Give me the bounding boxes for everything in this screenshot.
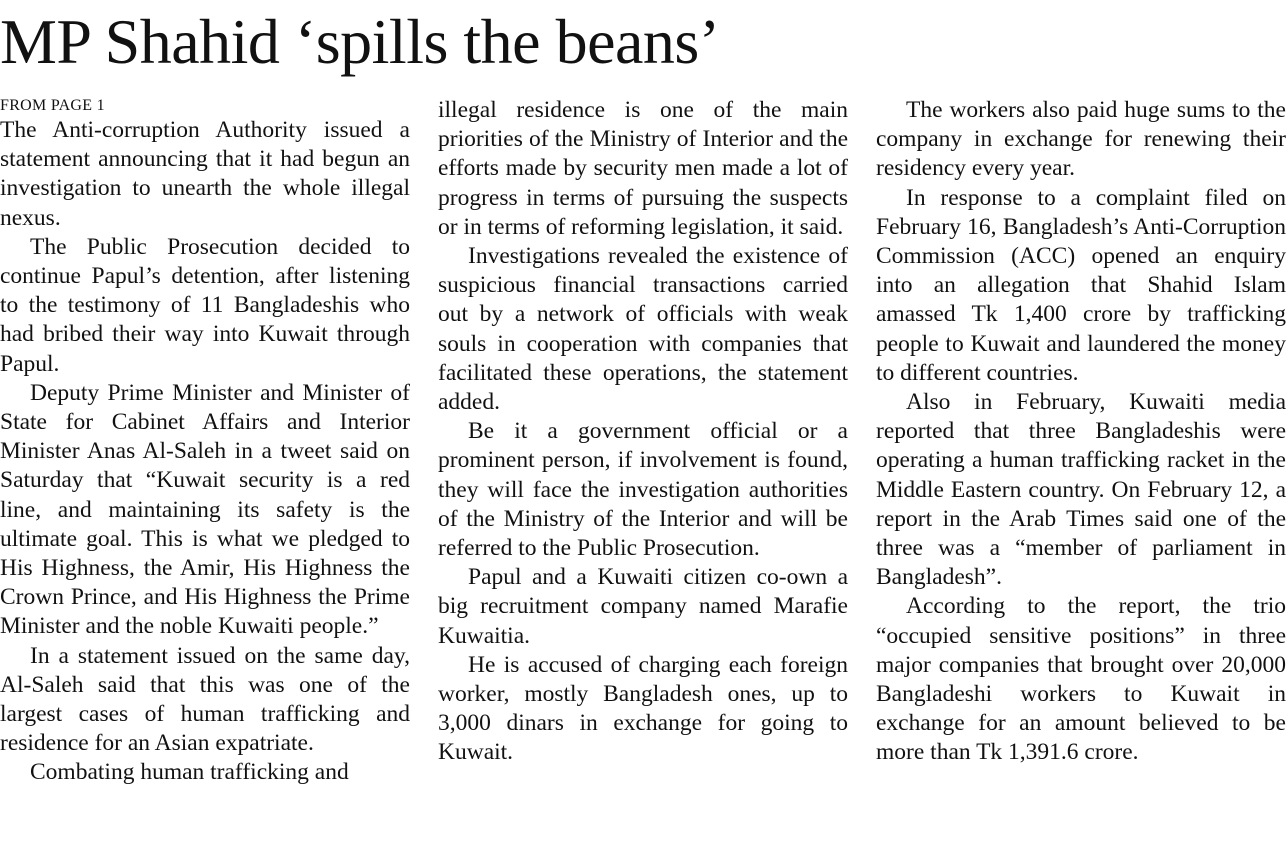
paragraph: illegal residence is one of the main priorities of the Ministry of Interior and the efforts made by security men made a lot of progress in terms of pursuing the suspects or in terms of reforming legislation, it said. xyxy=(438,97,848,240)
paragraph: Also in February, Kuwaiti media reported that three Bangladeshis were operating a human trafficking racket in the Middle Eastern country. On February 12, a report in the Arab Times said one of the three was a “member of parliament in Bangladesh”. xyxy=(876,389,1286,591)
paragraph: Papul and a Kuwaiti citizen co-own a big recruitment company named Marafie Kuwaitia. xyxy=(438,564,848,649)
article-column-3 xyxy=(876,96,1286,768)
paragraph: The Anti-corruption Authority issued a statement announcing that it had begun an investigation to unearth the whole illegal nexus. xyxy=(0,117,410,231)
paragraph: In response to a complaint filed on February 16, Bangladesh’s Anti-Corruption Commission (ACC) opened an enquiry into an allegation that Shahid Islam amassed Tk 1,400 crore by trafficking people to Kuwait and laundered the money to different countries. xyxy=(876,184,1286,386)
continued-from-label: FROM PAGE 1 xyxy=(0,97,105,114)
paragraph: Deputy Prime Minister and Minister of State for Cabinet Affairs and Interior Minister Anas Al-Saleh in a tweet said on Saturday that “Kuwait security is a red line, and maintaining its safety is the ultimate goal. This is what we pledged to His Highness, the Amir, His Highness the Crown Prince, and His Highness the Prime Minister and the noble Kuwaiti people.” xyxy=(0,379,410,640)
paragraph: In a statement issued on the same day, Al-Saleh said that this was one of the largest cases of human trafficking and residence for an Asian expatriate. xyxy=(0,642,410,757)
paragraph: Investigations revealed the existence of suspicious financial transactions carried out by a network of officials with weak souls in cooperation with companies that facilitated these operations, the statement added. xyxy=(438,243,848,416)
article-column-2 xyxy=(438,96,848,768)
headline: MP Shahid ‘spills the beans’ xyxy=(0,6,720,77)
paragraph: Be it a government official or a prominent person, if involvement is found, they will face the investigation authorities of the Ministry of the Interior and will be referred to the Public Prosecution. xyxy=(438,418,848,562)
paragraph: According to the report, the trio “occupied sensitive positions” in three major companies that brought over 20,000 Bangladeshi workers to Kuwait in exchange for an amount believed to be more than Tk 1,391.6 crore. xyxy=(876,593,1286,766)
paragraph: The Public Prosecution decided to continue Papul’s detention, after listening to the testimony of 11 Bangladeshis who had bribed their way into Kuwait through Papul. xyxy=(0,233,410,377)
article-column-1 xyxy=(0,96,410,788)
paragraph: He is accused of charging each foreign worker, mostly Bangladesh ones, up to 3,000 dinars in exchange for going to Kuwait. xyxy=(438,651,848,766)
paragraph: Combating human trafficking and xyxy=(30,759,349,786)
paragraph: The workers also paid huge sums to the company in exchange for renewing their residency every year. xyxy=(876,97,1286,182)
